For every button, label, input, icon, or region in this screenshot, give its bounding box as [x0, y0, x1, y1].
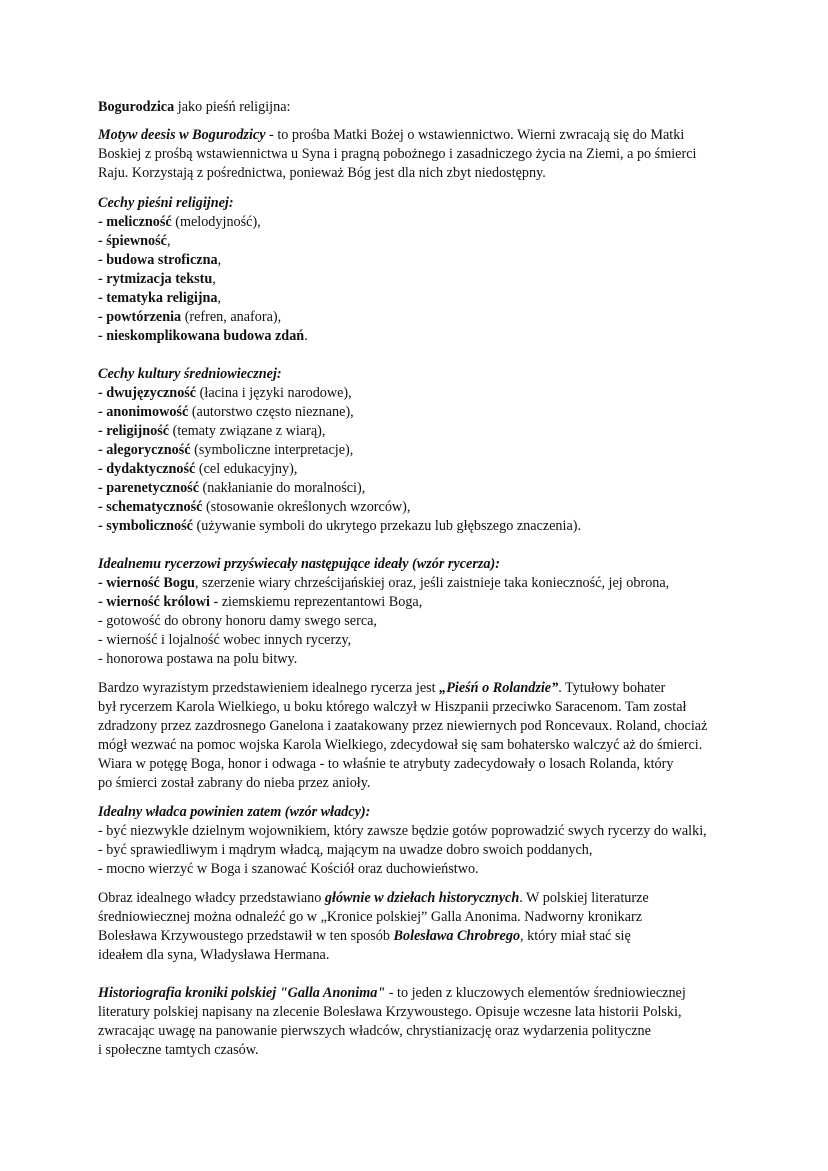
- list-item-term: - wierność Bogu: [98, 575, 195, 591]
- list-item-term: - budowa stroficzna: [98, 252, 218, 268]
- list-item-term: - meliczność: [98, 214, 172, 230]
- list-item: [98, 441, 748, 460]
- list-item: [98, 251, 748, 270]
- historio-line-3: zwracając uwagę na panowanie pierwszych władców, chrystianizację oraz wydarzenia polityczne: [98, 1023, 651, 1039]
- deesis-line-3: Raju. Korzystają z pośrednictwa, ponieważ Bóg jest dla nich zbyt niedostępny.: [98, 165, 546, 181]
- list-item-term: - alegoryczność: [98, 442, 191, 458]
- list-item-term: - dwujęzyczność: [98, 385, 197, 401]
- roland-line-3: zdradzony przez zazdrosnego Ganelona i zaatakowany przez niewiernych pod Roncevaux. Roland, chociaż: [98, 718, 708, 734]
- list-item: [98, 517, 748, 536]
- historio-heading: Historiografia kroniki polskiej "Galla Anonima": [98, 985, 386, 1001]
- list-item-term: - powtórzenia: [98, 309, 182, 325]
- list-item-desc: - wierność i lojalność wobec innych rycerzy,: [98, 632, 352, 648]
- roland-title: „Pieśń o Rolandzie”: [439, 680, 559, 696]
- list-item: [98, 650, 748, 669]
- list-item-term: - nieskomplikowana budowa zdań: [98, 328, 305, 344]
- religious-song-section: [98, 194, 748, 346]
- religious-heading: Cechy pieśni religijnej:: [98, 195, 234, 211]
- ruler-image-paragraph: [98, 889, 748, 965]
- list-item-desc: (łacina i języki narodowe),: [196, 385, 352, 401]
- obraz-line-4: ideałem dla syna, Władysława Hermana.: [98, 947, 330, 963]
- list-item-desc: (tematy związane z wiarą),: [169, 423, 326, 439]
- list-item-term: - religijność: [98, 423, 170, 439]
- obraz-emphasis: głównie w dziełach historycznych: [324, 890, 520, 906]
- list-item: [98, 327, 748, 346]
- roland-line-5: Wiara w potęgę Boga, honor i odwaga - to właśnie te atrybuty zadecydowały o losach Rolanda, który: [98, 756, 674, 772]
- deesis-paragraph: [98, 126, 748, 183]
- list-item: [98, 593, 748, 612]
- list-item: [98, 270, 748, 289]
- historio-line-4: i społeczne tamtych czasów.: [98, 1042, 259, 1058]
- roland-line-6: po śmierci został zabrany do nieba przez anioły.: [98, 775, 371, 791]
- list-item-term: - symboliczność: [98, 518, 193, 534]
- ruler-section: [98, 803, 748, 879]
- list-item-desc: .: [304, 328, 308, 344]
- culture-section: [98, 365, 748, 536]
- list-item-desc: ,: [212, 271, 216, 287]
- knight-section: [98, 555, 748, 669]
- culture-heading: Cechy kultury średniowiecznej:: [98, 366, 282, 382]
- list-item: [98, 403, 748, 422]
- list-item-term: - dydaktyczność: [98, 461, 196, 477]
- list-item: [98, 612, 748, 631]
- historio-line-2: literatury polskiej napisany na zlecenie Bolesława Krzywoustego. Opisuje wczesne lata historii Polski,: [98, 1004, 682, 1020]
- list-item-desc: (nakłanianie do moralności),: [199, 480, 366, 496]
- obraz-line-2: średniowiecznej można odnaleźć go w „Kronice polskiej” Galla Anonima. Nadworny kronikarz: [98, 909, 643, 925]
- list-item: [98, 308, 748, 327]
- list-item-term: - tematyka religijna: [98, 290, 218, 306]
- list-item-desc: (cel edukacyjny),: [195, 461, 298, 477]
- list-item-desc: (autorstwo często nieznane),: [188, 404, 354, 420]
- list-item: [98, 498, 748, 517]
- deesis-heading: Motyw deesis w Bogurodzicy: [98, 127, 266, 143]
- roland-line-4: mógł wezwać na pomoc wojska Karola Wielkiego, zdecydował się sam bohatersko walczyć aż do śmierci.: [98, 737, 703, 753]
- obraz-line-3c: , który miał stać się: [520, 928, 631, 944]
- list-item: [98, 574, 748, 593]
- deesis-line-2: Boskiej z prośbą wstawiennictwa u Syna i pragną pobożnego i zasadniczego życia na Ziemi, a po śmierci: [98, 146, 697, 162]
- intro-line: [98, 98, 748, 117]
- list-item-term: - anonimowość: [98, 404, 189, 420]
- religious-list: [98, 213, 748, 346]
- obraz-line-3a: Bolesława Krzywoustego przedstawił w ten sposób: [98, 928, 394, 944]
- list-item-desc: - gotowość do obrony honoru damy swego serca,: [98, 613, 377, 629]
- obraz-line-1a: Obraz idealnego władcy przedstawiano: [98, 890, 325, 906]
- ruler-item: - mocno wierzyć w Boga i szanować Kościół oraz duchowieństwo.: [98, 861, 479, 877]
- list-item-desc: (refren, anafora),: [181, 309, 282, 325]
- list-item-term: - schematyczność: [98, 499, 203, 515]
- list-item: [98, 631, 748, 650]
- list-item-desc: , szerzenie wiary chrześcijańskiej oraz, jeśli zaistnieje taka konieczność, jej obrona,: [194, 575, 670, 591]
- knight-list: [98, 574, 748, 669]
- list-item-desc: (stosowanie określonych wzorców),: [202, 499, 411, 515]
- intro-bold: Bogurodzica: [98, 99, 175, 115]
- obraz-chrobry: Bolesława Chrobrego: [393, 928, 521, 944]
- obraz-line-1c: . W polskiej literaturze: [519, 890, 649, 906]
- roland-line-1a: Bardzo wyrazistym przedstawieniem idealnego rycerza jest: [98, 680, 440, 696]
- historiography-paragraph: [98, 984, 748, 1060]
- historio-line-1: - to jeden z kluczowych elementów średniowiecznej: [385, 985, 686, 1001]
- list-item-desc: (melodyjność),: [171, 214, 261, 230]
- list-item-term: - rytmizacja tekstu: [98, 271, 213, 287]
- list-item: [98, 384, 748, 403]
- culture-list: [98, 384, 748, 536]
- list-item: [98, 460, 748, 479]
- list-item-desc: ,: [217, 290, 222, 306]
- knight-heading: Idealnemu rycerzowi przyświecały następujące ideały (wzór rycerza):: [98, 556, 500, 572]
- deesis-line-1: - to prośba Matki Bożej o wstawiennictwo. Wierni zwracają się do Matki: [265, 127, 685, 143]
- intro-text: jako pieśń religijna:: [174, 99, 291, 115]
- list-item-desc: ,: [166, 233, 171, 249]
- list-item: [98, 289, 748, 308]
- list-item-term: - śpiewność: [98, 233, 167, 249]
- list-item: [98, 232, 748, 251]
- ruler-item: - być sprawiedliwym i mądrym władcą, mającym na uwadze dobro swoich poddanych,: [98, 842, 593, 858]
- list-item-desc: (symboliczne interpretacje),: [190, 442, 354, 458]
- ruler-item: - być niezwykle dzielnym wojownikiem, który zawsze będzie gotów poprowadzić swych rycerzy do walki,: [98, 823, 707, 839]
- list-item: [98, 213, 748, 232]
- list-item-desc: - honorowa postawa na polu bitwy.: [98, 651, 298, 667]
- list-item-term: - wierność królowi: [98, 594, 210, 610]
- list-item-desc: (używanie symboli do ukrytego przekazu lub głębszego znaczenia).: [192, 518, 582, 534]
- roland-line-1c: . Tytułowy bohater: [558, 680, 666, 696]
- list-item-term: - parenetyczność: [98, 480, 199, 496]
- roland-paragraph: [98, 679, 748, 793]
- list-item: [98, 422, 748, 441]
- list-item: [98, 479, 748, 498]
- list-item-desc: - ziemskiemu reprezentantowi Boga,: [209, 594, 423, 610]
- roland-line-2: był rycerzem Karola Wielkiego, u boku którego walczył w Hiszpanii przeciwko Saracenom. Tam został: [98, 699, 687, 715]
- ruler-heading: Idealny władca powinien zatem (wzór władcy):: [98, 804, 371, 820]
- list-item-desc: ,: [217, 252, 222, 268]
